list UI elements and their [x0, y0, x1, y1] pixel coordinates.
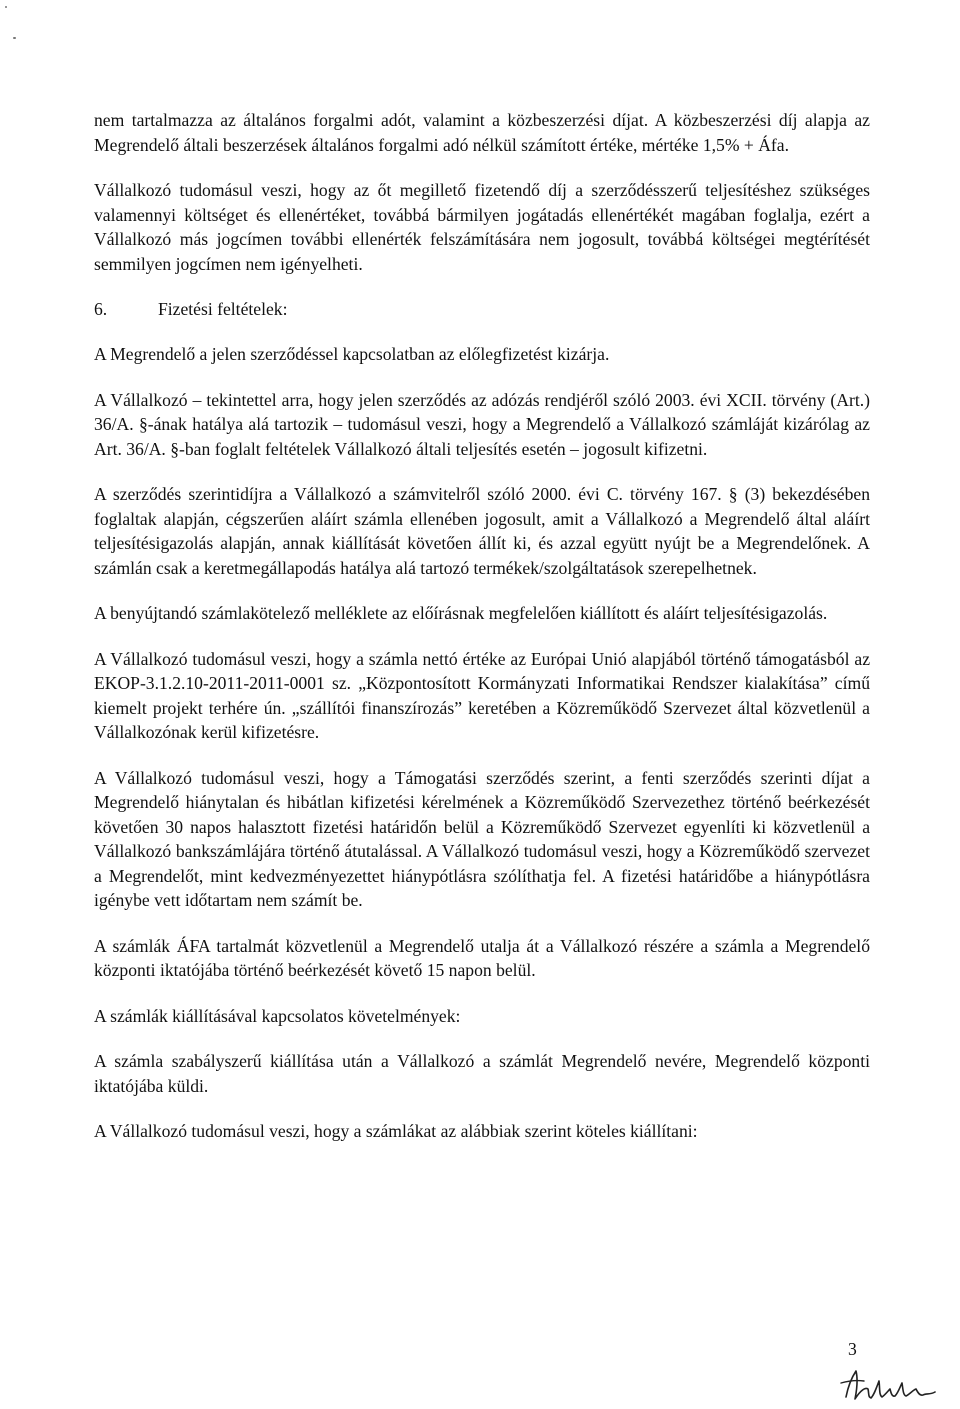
handwritten-initials [838, 1365, 942, 1407]
paragraph: A Vállalkozó tudomásul veszi, hogy a számla nettó értéke az Európai Unió alapjából történő támogatásból az EKOP-3.1.2.10-2011-2011-0001 sz. „Központosított Kormányzati Informatikai Rendszer kialakítása” című kiemelt projekt terhére ún. „szállítói finanszírozás” keretében a Közreműködő Szervezet által közvetlenül a Vállalkozónak kerül kifizetésre. [94, 648, 870, 742]
paragraph: A Vállalkozó tudomásul veszi, hogy a Támogatási szerződés szerint, a fenti szerződés szerinti díjat a Megrendelő hiánytalan és hibátlan kifizetési kérelmének a Közreműködő Szervezethez történő beérkezését követően 30 napos halasztott fizetési határidőn belül a Közreműködő Szervezet egyenlíti ki közvetlenül a Vállalkozó bankszámlájára történő átutalással. A Vállalkozó tudomásul veszi, hogy a Közreműködő szervezet a Megrendelőt, mint kedvezményezettet hiánypótlásra szólíthatja fel. A fizetési határidőbe a hiánypótlásra igénybe vett időtartam nem számít be. [94, 767, 870, 910]
section-title: Fizetési feltételek: [158, 299, 288, 319]
paragraph: A Vállalkozó – tekintettel arra, hogy jelen szerződés az adózás rendjéről szóló 2003. évi XCII. törvény (Art.) 36/A. §-ának hatálya alá tartozik – tudomásul veszi, hogy a Megrendelő a Vállalkozó számláját kizárólag az Art. 36/A. §-ban foglalt feltételek Vállalkozó általi teljesítés esetén – jogosult kifizetni. [94, 389, 870, 459]
section-number: 6. [94, 299, 108, 319]
paragraph: A számlák kiállításával kapcsolatos követelmények: [94, 1005, 461, 1026]
paragraph: nem tartalmazza az általános forgalmi adót, valamint a közbeszerzési díjat. A közbeszerzési díj alapja az Megrendelő általi beszerzések általános forgalmi adó nélkül számított értéke, mértéke 1,5% + Áfa. [94, 110, 870, 155]
paragraph: A Vállalkozó tudomásul veszi, hogy a számlákat az alábbiak szerint köteles kiállítani: [94, 1121, 698, 1141]
document-body [94, 108, 870, 1165]
paragraph: A benyújtandó számlakötelező melléklete az előírásnak megfelelően kiállított és aláírt teljesítésigazolás. [94, 603, 828, 623]
scan-speck [5, 6, 7, 8]
section-heading [94, 297, 870, 321]
paragraph: A számla szabályszerű kiállítása után a Vállalkozó a számlát Megrendelő nevére, Megrendelő központi iktatójába küldi. [94, 1051, 870, 1096]
page-number: 3 [848, 1339, 857, 1359]
paragraph: A szerződés szerintidíjra a Vállalkozó a számvitelről szóló 2000. évi C. törvény 167. § (3) bekezdésében foglaltak alapján, cégszerűen aláírt számla ellenében jogosult, amit a Vállalkozó a Megrendelő által aláírt teljesítésigazolás alapján, annak kiállítását követően állít ki, és azzal együtt nyújt be a Megrendelőnek. A számlán csak a keretmegállapodás hatálya alá tartozó termékek/szolgáltatások szerepelhetnek. [94, 484, 870, 578]
paragraph: Vállalkozó tudomásul veszi, hogy az őt megillető fizetendő díj a szerződésszerű teljesítéshez szükséges valamennyi költséget és ellenértéket, továbbá bármilyen jogátadás ellenértékét magában foglalja, ezért a Vállalkozó más jogcímen további ellenérték felszámítására nem jogosult, továbbá költségei megtérítését semmilyen jogcímen nem igényelheti. [94, 180, 870, 274]
paragraph: A Megrendelő a jelen szerződéssel kapcsolatban az előlegfizetést kizárja. [94, 344, 610, 364]
scan-speck [13, 37, 16, 39]
paragraph: A számlák ÁFA tartalmát közvetlenül a Megrendelő utalja át a Vállalkozó részére a számla a Megrendelő központi iktatójába történő beérkezését követő 15 napon belül. [94, 935, 870, 980]
